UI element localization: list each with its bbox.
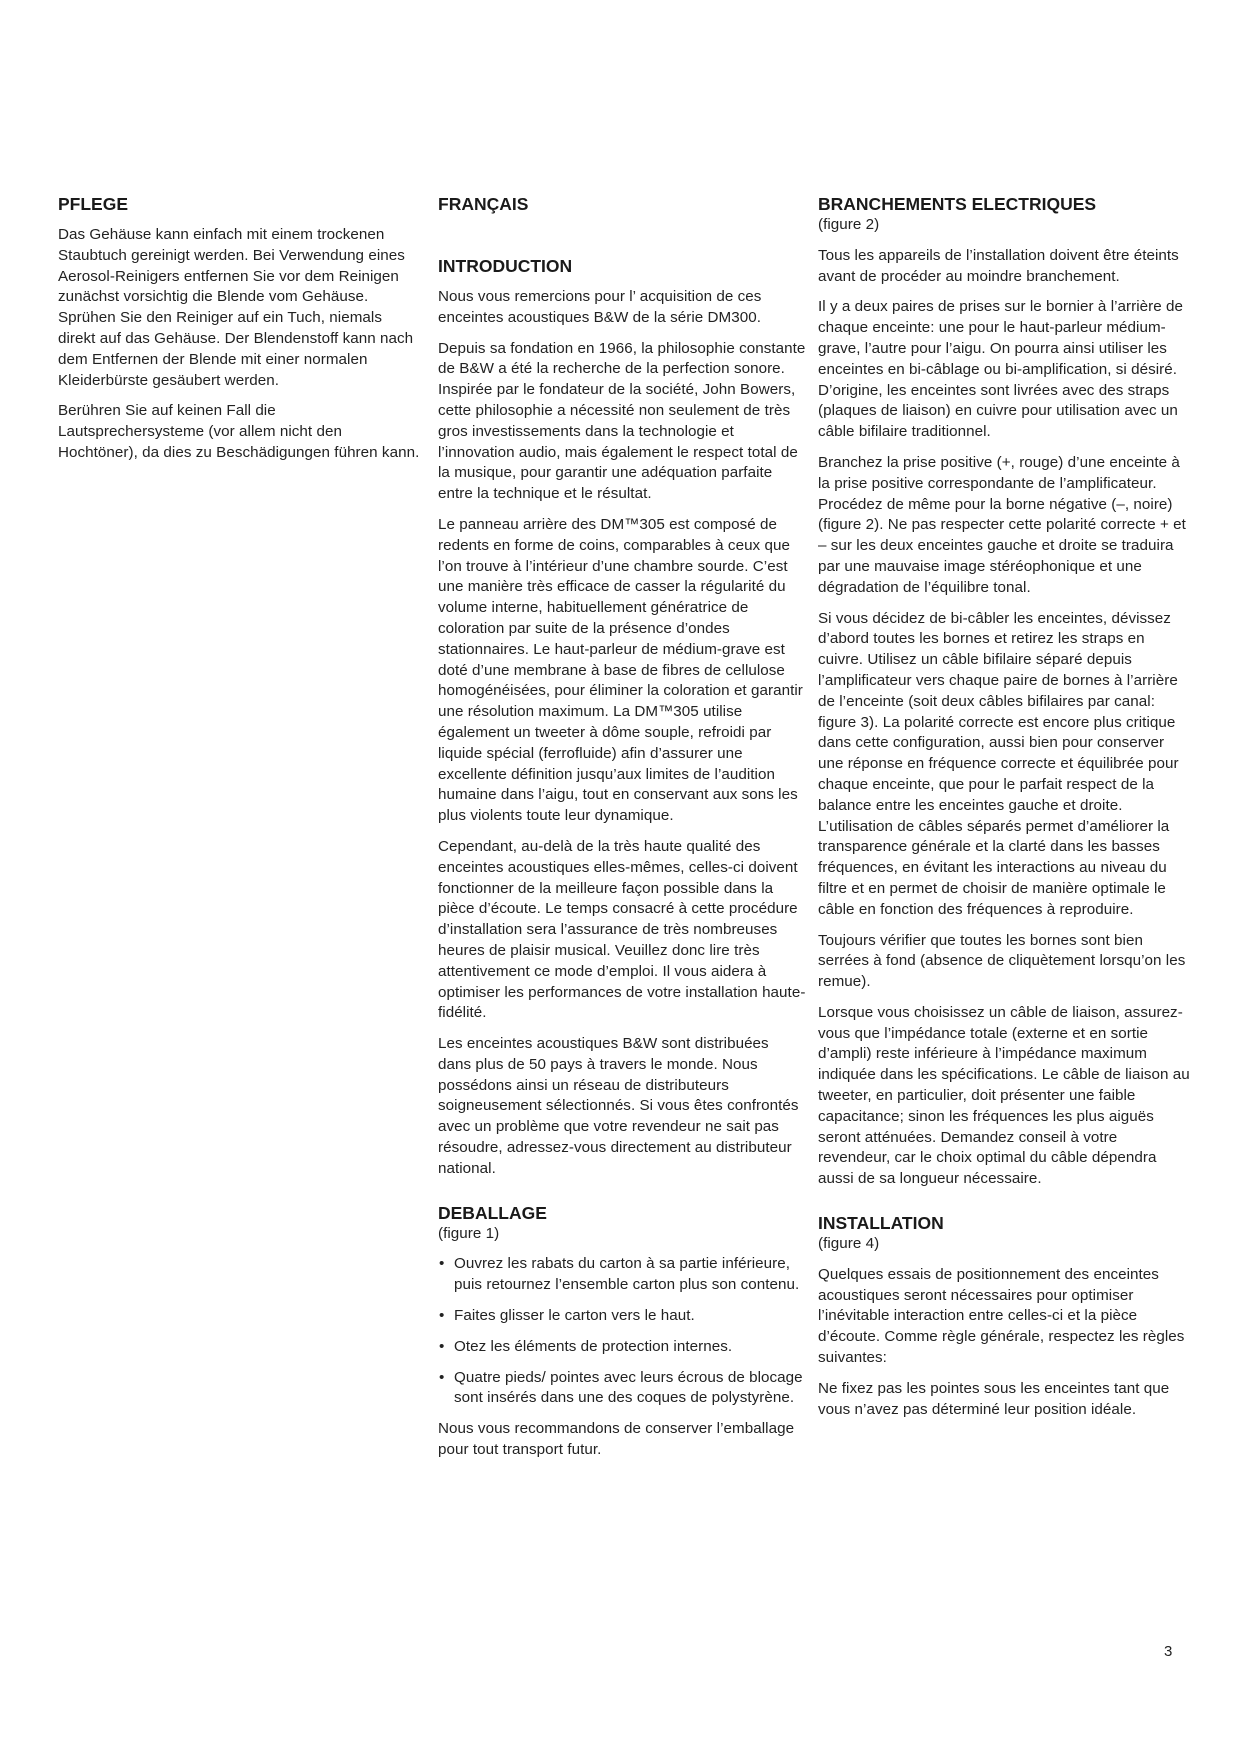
- figure-reference: (figure 2): [818, 216, 880, 233]
- paragraph: Ne fixez pas les pointes sous les enceintes tant que vous n’avez pas déterminé leur position idéale.: [818, 1379, 1170, 1418]
- paragraph: Depuis sa fondation en 1966, la philosophie constante de B&W a été la recherche de la perfection sonore. Inspirée par le fondateur de la société, John Bowers, cette philosophie a nécessité non seulement de très gros investissements dans la technologie et l’innovation audio, mais également le respect total de la musique, pour garantir une adéquation parfaite entre la technique et le résultat.: [438, 339, 806, 503]
- paragraph: Les enceintes acoustiques B&W sont distribuées dans plus de 50 pays à travers le monde. Nous possédons ainsi un réseau de distributeurs soigneusement sélectionnés. Si vous êtes confrontés avec un problème que votre revendeur ne sait pas résoudre, adressez-vous directement au distributeur national.: [438, 1035, 799, 1177]
- list-item: • Faites glisser le carton vers le haut.: [438, 1306, 806, 1327]
- paragraph: Berühren Sie auf keinen Fall die Lautsprechersysteme (vor allem nicht den Hochtöner), da dies zu Beschädigungen führen kann.: [58, 402, 420, 461]
- paragraph: Le panneau arrière des DM™305 est composé de redents en forme de coins, comparables à ceux que l’on trouve à l’intérieur d’une chambre sourde. C’est une manière très efficace de casser la régularité du volume interne, habituellement génératrice de coloration par suite de la présence d’ondes stationnaires. Le haut-parleur de médium-grave est doté d’une membrane à base de fibres de cellulose homogénéisées, pour éliminer la coloration et garantir une résolution maximum. La DM™305 utilise également un tweeter à dôme souple, refroidi par liquide spécial (ferrofluide) afin d’assurer une excellente définition jusqu’aux limites de l’audition humaine dans l’aigu, tout en conservant aux sons les plus violents toute leur dynamique.: [438, 515, 803, 825]
- paragraph: Branchez la prise positive (+, rouge) d’une enceinte à la prise positive correspondante de l’amplificateur. Procédez de même pour la borne négative (–, noire) (figure 2). Ne pas respecter cette polarité correcte + et – sur les deux enceintes gauche et droite se traduira par une mauvaise image stéréophonique et une dégradation de l’équilibre tonal.: [818, 453, 1186, 596]
- deballage-list: [438, 1254, 806, 1409]
- paragraph: Toujours vérifier que toutes les bornes sont bien serrées à fond (absence de cliquètement lorsqu’on les remue).: [818, 931, 1186, 991]
- paragraph: Quelques essais de positionnement des enceintes acoustiques seront nécessaires pour optimiser l’inévitable interaction entre celles-ci et la pièce d’écoute. Comme règle générale, respectez les règles suivantes:: [818, 1265, 1185, 1367]
- paragraph: Il y a deux paires de prises sur le bornier à l’arrière de chaque enceinte: une pour le haut-parleur médium-grave, l’autre pour l’aigu. On pourra ainsi utiliser les enceintes en bi-câblage ou bi-amplification, si désiré. D’origine, les enceintes sont livrées avec des straps (plaques de liaison) en cuivre pour utilisation avec un câble bifilaire traditionnel.: [818, 298, 1184, 441]
- paragraph: Lorsque vous choisissez un câble de liaison, assurez-vous que l’impédance totale (externe et en sortie d’ampli) reste inférieure à l’impédance maximum indiquée dans les spécifications. Le câble de liaison au tweeter, en particulier, doit présenter une faible capacitance; sinon les fréquences les plus aiguës seront atténuées. Demandez conseil à votre revendeur, car le choix optimal du câble dépendra aussi de sa longueur nécessaire.: [818, 1003, 1190, 1188]
- paragraph: Nous vous recommandons de conserver l’emballage pour tout transport futur.: [438, 1420, 795, 1459]
- heading-introduction: INTRODUCTION: [438, 256, 573, 276]
- list-item: • Ouvrez les rabats du carton à sa partie inférieure, puis retournez l’ensemble carton plus son contenu.: [438, 1254, 806, 1296]
- paragraph: Cependant, au-delà de la très haute qualité des enceintes acoustiques elles-mêmes, celles-ci doivent fonctionner de la meilleure façon possible dans la pièce d’écoute. Le temps consacré à cette procédure d’installation sera l’assurance de très nombreuses heures de plaisir musical. Veuillez donc lire très attentivement ce mode d’emploi. Il vous aidera à optimiser les performances de votre installation haute-fidélité.: [438, 837, 806, 1022]
- figure-reference: (figure 4): [818, 1235, 880, 1253]
- page-number: 3: [1164, 1643, 1173, 1660]
- paragraph: Nous vous remercions pour l’ acquisition de ces enceintes acoustiques B&W de la série DM300.: [438, 288, 762, 326]
- paragraph: Si vous décidez de bi-câbler les enceintes, dévissez d’abord toutes les bornes et retirez les straps en cuivre. Utilisez un câble bifilaire séparé depuis l’amplificateur vers chaque paire de bornes à l’arrière de l’enceinte (soit deux câbles bifilaires par canal: figure 3). La polarité correcte est encore plus critique dans cette configuration, aussi bien pour conserver une réponse en fréquence correcte et équilibrée pour chaque enceinte, que pour le parfait respect de la balance entre les enceintes gauche et droite. L’utilisation de câbles séparés permet d’améliorer la transparence générale et la clarté dans les basses fréquences, en évitant les interactions au niveau du filtre et en permet de choisir de manière optimale le câble en fonction des fréquences à reproduire.: [818, 609, 1179, 918]
- heading-installation: INSTALLATION: [818, 1213, 944, 1234]
- column-pflege: [58, 193, 423, 474]
- heading-francais: FRANÇAIS: [438, 194, 529, 214]
- paragraph: Tous les appareils de l’installation doivent être éteints avant de procéder au moindre branchement.: [818, 246, 1179, 285]
- heading-branchements-electriques: BRANCHEMENTS ELECTRIQUES: [818, 194, 1097, 214]
- heading-pflege: PFLEGE: [58, 194, 129, 214]
- list-item: • Otez les éléments de protection internes.: [438, 1337, 806, 1358]
- column-francais: [438, 193, 806, 1471]
- heading-deballage: DEBALLAGE: [438, 1202, 547, 1223]
- list-item: • Quatre pieds/ pointes avec leurs écrous de blocage sont insérés dans une des coques de polystyrène.: [438, 1368, 806, 1410]
- paragraph: Das Gehäuse kann einfach mit einem trockenen Staubtuch gereinigt werden. Bei Verwendung eines Aerosol-Reinigers entfernen Sie vor dem Reinigen zunächst vorsichtig die Blende vom Gehäuse. Sprühen Sie den Reiniger auf ein Tuch, niemals direkt auf das Gehäuse. Der Blendenstoff kann nach dem Entfernen der Blende mit einer normalen Kleiderbürste gesäubert werden.: [58, 226, 414, 389]
- figure-reference: (figure 1): [438, 1224, 500, 1242]
- column-branchements: [818, 193, 1190, 1430]
